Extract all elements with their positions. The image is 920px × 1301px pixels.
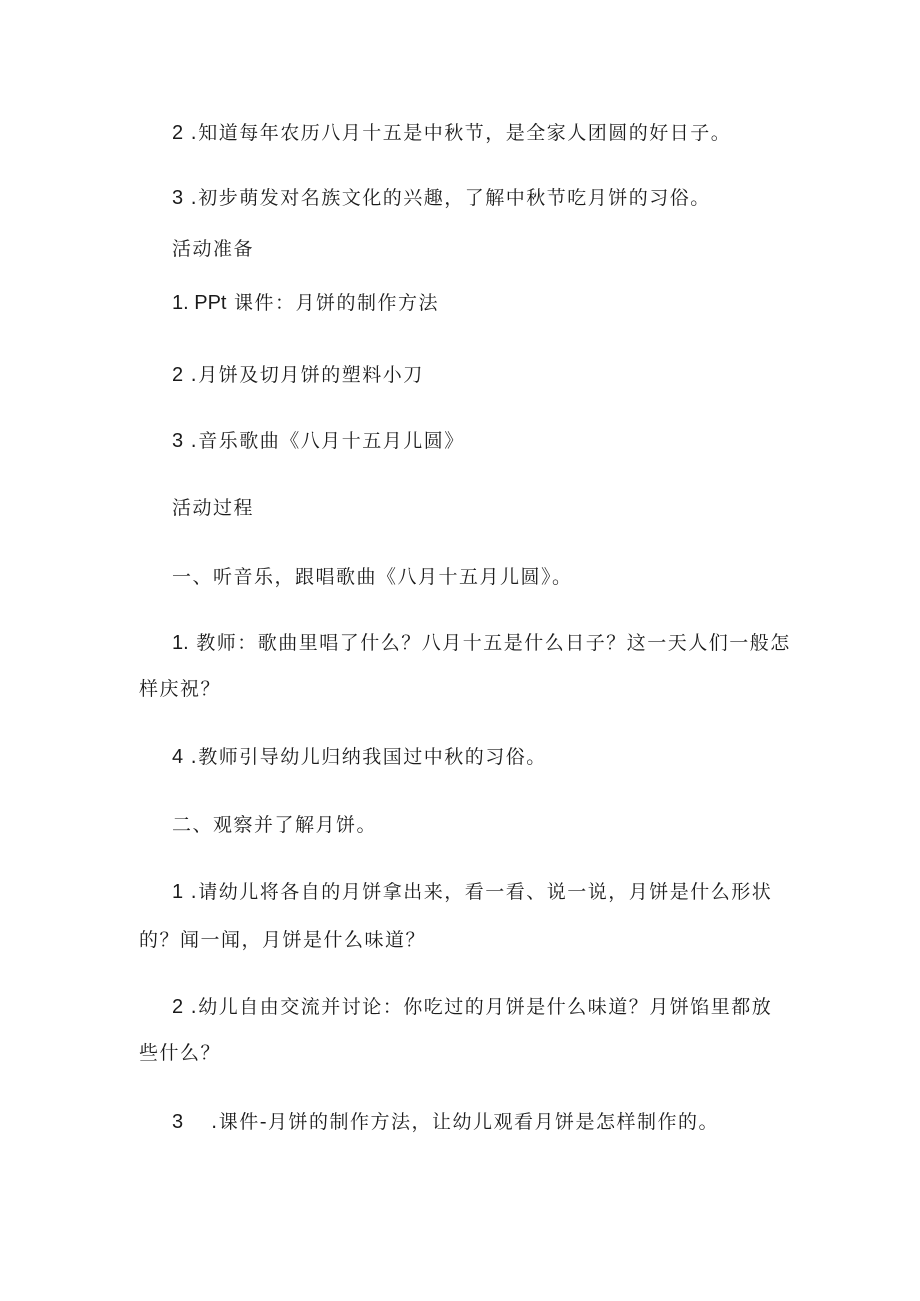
item-number: 1. <box>172 632 189 654</box>
section-heading-process: 活动过程 <box>172 497 255 519</box>
item-text: .月饼及切月饼的塑料小刀 <box>183 364 424 386</box>
item-text: .教师引导幼儿归纳我国过中秋的习俗。 <box>183 746 547 768</box>
item-text: .课件-月饼的制作方法，让幼儿观看月饼是怎样制作的。 <box>183 1111 720 1133</box>
item-number: 3 <box>172 1111 184 1133</box>
step-one-item-1-continued: 样庆祝？ <box>139 678 222 700</box>
section-heading-preparation: 活动准备 <box>172 238 255 260</box>
item-number: 2 <box>172 364 184 386</box>
objective-3 <box>172 186 711 210</box>
item-text: .请幼儿将各自的月饼拿出来，看一看、说一说，月饼是什么形状 <box>183 881 773 903</box>
item-text: .幼儿自由交流并讨论：你吃过的月饼是什么味道？月饼馅里都放 <box>183 996 773 1018</box>
item-number: 2 <box>172 122 184 144</box>
item-number: 3 <box>172 187 184 209</box>
preparation-3 <box>172 429 465 453</box>
item-text: .初步萌发对名族文化的兴趣，了解中秋节吃月饼的习俗。 <box>183 187 711 209</box>
item-number: 1. PPt <box>172 292 227 314</box>
item-text: .知道每年农历八月十五是中秋节，是全家人团圆的好日子。 <box>183 122 732 144</box>
item-number: 3 <box>172 430 184 452</box>
step-one-item-4 <box>172 745 547 769</box>
step-one-item-1 <box>172 631 791 655</box>
step-two-item-2-continued: 些什么？ <box>139 1042 222 1064</box>
step-two-item-3 <box>172 1110 719 1134</box>
preparation-2 <box>172 363 424 387</box>
item-number: 1 <box>172 881 184 903</box>
preparation-1 <box>172 291 439 315</box>
item-text: .音乐歌曲《八月十五月儿圆》 <box>183 430 465 452</box>
step-two-item-2 <box>172 995 772 1019</box>
objective-2 <box>172 121 731 145</box>
item-text: 课件：月饼的制作方法 <box>226 292 440 314</box>
item-number: 2 <box>172 996 184 1018</box>
step-two-heading: 二、观察并了解月饼。 <box>172 814 378 836</box>
item-text: 教师：歌曲里唱了什么？八月十五是什么日子？这一天人们一般怎 <box>188 632 791 654</box>
step-two-item-1-continued: 的？闻一闻，月饼是什么味道？ <box>139 929 427 951</box>
step-two-item-1 <box>172 880 772 904</box>
item-number: 4 <box>172 746 184 768</box>
step-one-heading: 一、听音乐，跟唱歌曲《八月十五月儿圆》。 <box>172 566 573 588</box>
